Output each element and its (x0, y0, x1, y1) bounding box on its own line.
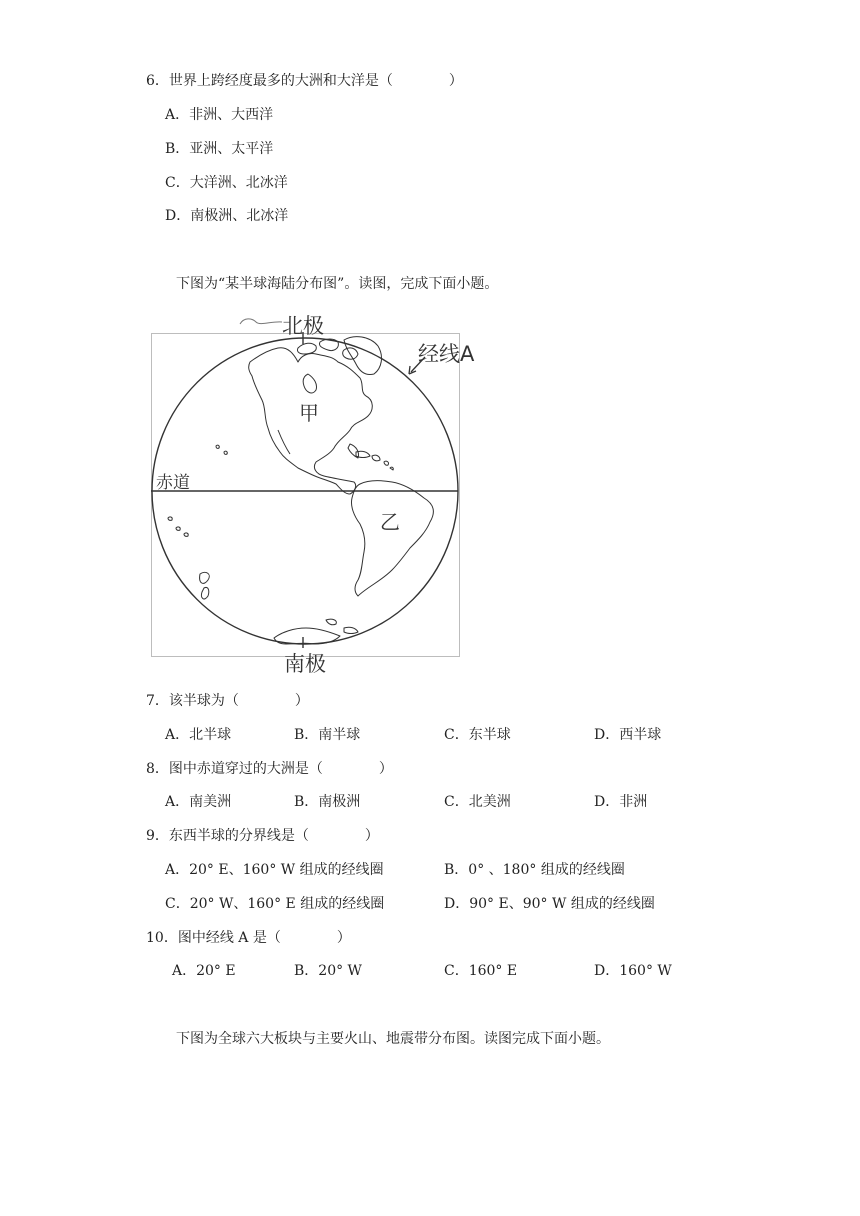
question-9-option-c[interactable]: C．20° W、160° E 组成的经线圈 (165, 896, 385, 912)
question-6-option-c[interactable]: C．大洋洲、北冰洋 (165, 175, 288, 191)
label-jia: 甲 (299, 401, 319, 425)
question-6-stem: 6．世界上跨经度最多的大洲和大洋是（ ） (146, 73, 463, 89)
hemisphere-map-figure (148, 312, 475, 676)
question-8-option-a[interactable]: A．南美洲 (165, 794, 232, 810)
south-pole-label: 南极 (284, 652, 326, 676)
question-6-option-a[interactable]: A．非洲、大西洋 (165, 107, 274, 123)
question-9-option-a[interactable]: A．20° E、160° W 组成的经线圈 (165, 862, 384, 878)
question-10-option-c[interactable]: C．160° E (444, 963, 518, 979)
question-10-option-d[interactable]: D．160° W (594, 963, 672, 979)
question-6-option-d[interactable]: D．南极洲、北冰洋 (165, 208, 289, 224)
label-yi: 乙 (380, 510, 400, 534)
question-8-option-c[interactable]: C．北美洲 (444, 794, 511, 810)
north-pole-label: 北极 (282, 314, 324, 338)
question-9-option-d[interactable]: D．90° E、90° W 组成的经线圈 (444, 896, 655, 912)
question-7-stem: 7．该半球为（ ） (146, 693, 309, 709)
meridian-a-label: 经线A (418, 342, 475, 366)
question-10-option-b[interactable]: B．20° W (294, 963, 362, 979)
question-6-option-b[interactable]: B．亚洲、太平洋 (165, 141, 274, 157)
question-8-stem: 8．图中赤道穿过的大洲是（ ） (146, 761, 393, 777)
question-7-option-c[interactable]: C．东半球 (444, 727, 511, 743)
question-9-stem: 9．东西半球的分界线是（ ） (146, 828, 379, 844)
question-10-option-a[interactable]: A．20° E (172, 963, 236, 979)
section-intro-plates: 下图为全球六大板块与主要火山、地震带分布图。读图完成下面小题。 (176, 1031, 610, 1047)
question-7-option-a[interactable]: A．北半球 (165, 727, 232, 743)
question-8-option-d[interactable]: D．非洲 (594, 794, 648, 810)
question-7-option-d[interactable]: D．西半球 (594, 727, 662, 743)
question-8-option-b[interactable]: B．南极洲 (294, 794, 361, 810)
section-intro-map: 下图为“某半球海陆分布图”。读图，完成下面小题。 (176, 276, 499, 292)
question-9-option-b[interactable]: B．0° 、180° 组成的经线圈 (444, 862, 625, 878)
question-10-stem: 10．图中经线 A 是（ ） (146, 930, 351, 946)
equator-label: 赤道 (156, 473, 190, 493)
question-7-option-b[interactable]: B．南半球 (294, 727, 361, 743)
